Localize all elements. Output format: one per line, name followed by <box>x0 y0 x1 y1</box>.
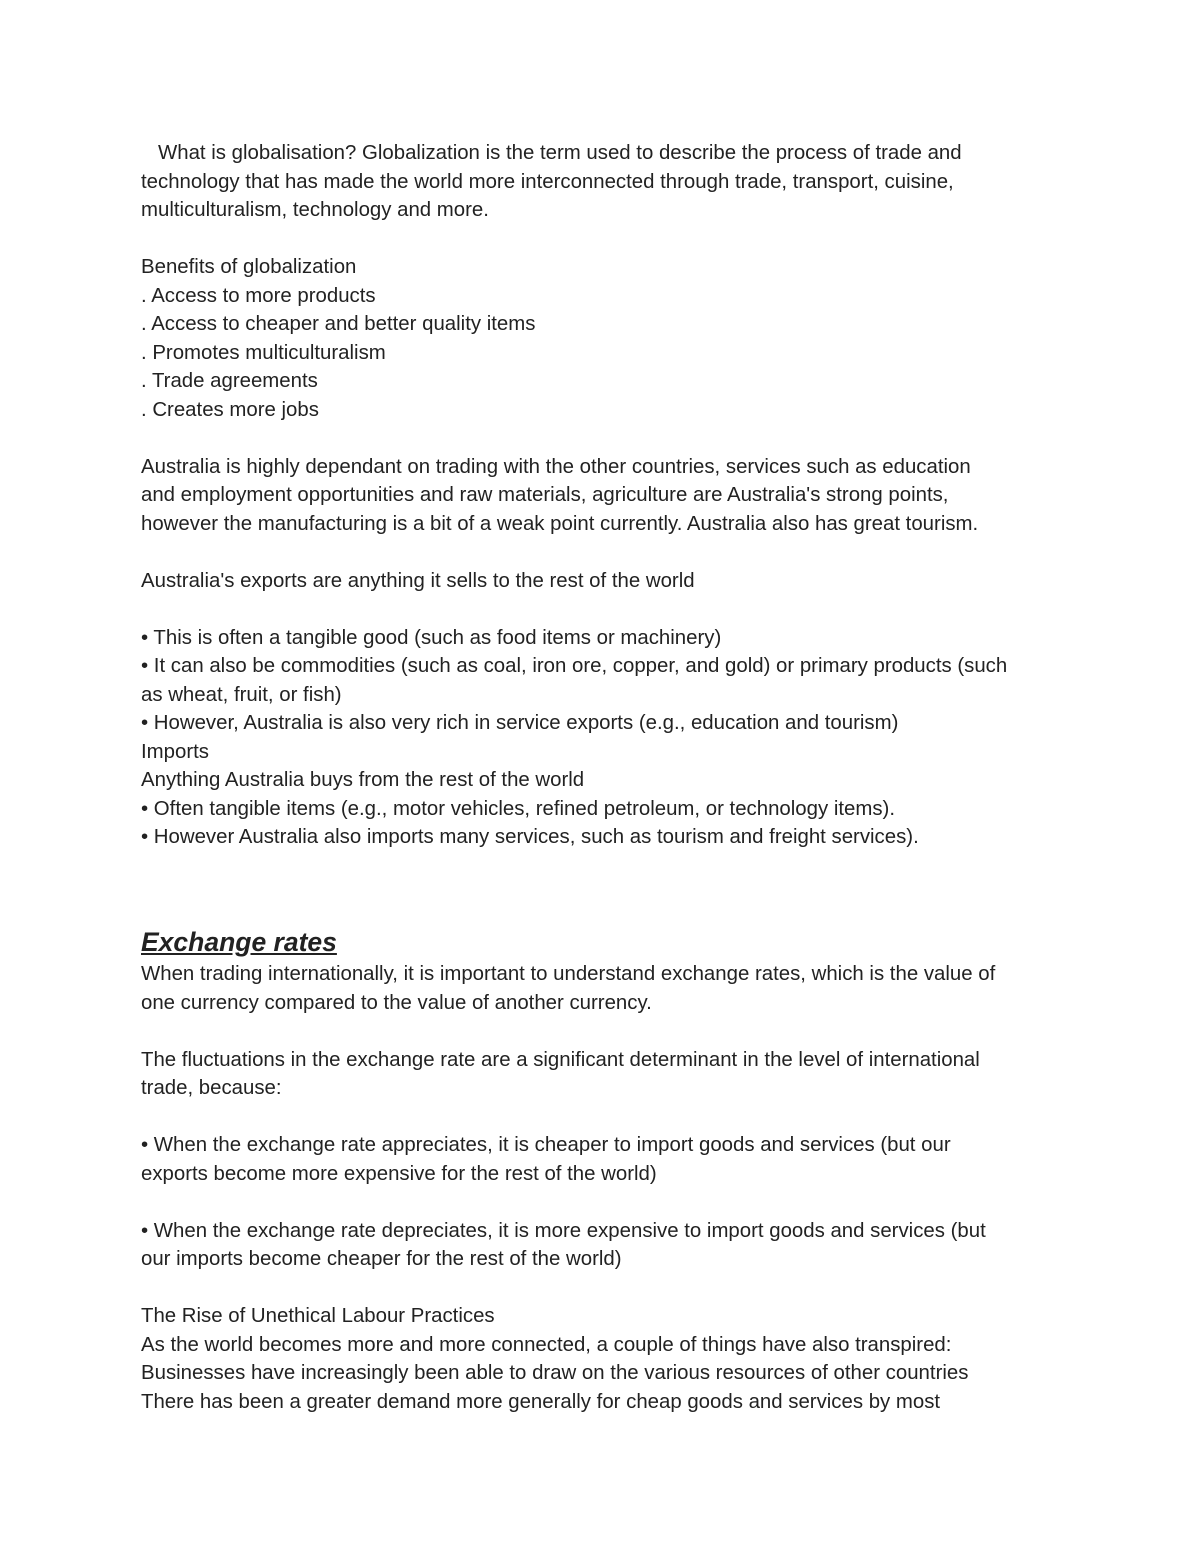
benefit-item: . Trade agreements <box>141 370 318 392</box>
spacer <box>141 424 1071 453</box>
exchange-para-2-line-1: The fluctuations in the exchange rate are a significant determinant in the level of international <box>141 1048 980 1071</box>
exchange-bullet-1-line-1: • When the exchange rate appreciates, it is cheaper to import goods and services (but our <box>141 1134 951 1156</box>
australia-para-line-3: however the manufacturing is a bit of a weak point currently. Australia also has great tourism. <box>141 512 979 535</box>
intro-line-2: technology that has made the world more interconnected through trade, transport, cuisine, <box>141 170 954 193</box>
labour-title: The Rise of Unethical Labour Practices <box>141 1305 495 1327</box>
benefit-item: . Creates more jobs <box>141 398 319 421</box>
benefit-item: . Promotes multiculturalism <box>141 341 386 364</box>
imports-title: Imports <box>141 740 209 763</box>
exports-bullet-1: • This is often a tangible good (such as food items or machinery) <box>141 626 722 649</box>
exports-bullet-2-line-2: as wheat, fruit, or fish) <box>141 683 342 706</box>
imports-bullet-2: • However Australia also imports many services, such as tourism and freight services). <box>141 826 919 848</box>
benefits-title: Benefits of globalization <box>141 256 357 278</box>
australia-para-line-2: and employment opportunities and raw materials, agriculture are Australia's strong points, <box>141 484 949 506</box>
labour-line-3: There has been a greater demand more generally for cheap goods and services by most <box>141 1390 941 1413</box>
exchange-para-1-line-2: one currency compared to the value of another currency. <box>141 991 652 1014</box>
spacer <box>141 896 1071 925</box>
exchange-bullet-2-line-1: • When the exchange rate depreciates, it is more expensive to import goods and services (but <box>141 1219 986 1242</box>
spacer <box>141 1017 1071 1046</box>
benefit-item: . Access to cheaper and better quality items <box>141 313 536 335</box>
spacer <box>141 852 1071 896</box>
imports-bullet-1: • Often tangible items (e.g., motor vehicles, refined petroleum, or technology items). <box>141 797 896 820</box>
document-body <box>141 139 1071 1416</box>
spacer <box>141 538 1071 567</box>
spacer <box>141 1188 1071 1217</box>
exports-bullet-3: • However, Australia is also very rich in service exports (e.g., education and tourism) <box>141 712 899 734</box>
spacer <box>141 1274 1071 1303</box>
intro-line-1: What is globalisation? Globalization is the term used to describe the process of trade and <box>141 142 962 164</box>
spacer <box>141 1103 1071 1132</box>
imports-intro: Anything Australia buys from the rest of the world <box>141 769 585 791</box>
exports-bullet-2-line-1: • It can also be commodities (such as coal, iron ore, copper, and gold) or primary products (such <box>141 655 1008 677</box>
benefit-item: . Access to more products <box>141 284 376 307</box>
exchange-para-2-line-2: trade, because: <box>141 1077 282 1099</box>
intro-line-3: multiculturalism, technology and more. <box>141 199 489 221</box>
exchange-rates-heading: Exchange rates <box>141 927 337 957</box>
labour-line-1: As the world becomes more and more connected, a couple of things have also transpired: <box>141 1333 952 1356</box>
australia-para-line-1: Australia is highly dependant on trading with the other countries, services such as education <box>141 455 971 478</box>
exchange-para-1-line-1: When trading internationally, it is important to understand exchange rates, which is the value of <box>141 963 996 985</box>
exports-intro: Australia's exports are anything it sells to the rest of the world <box>141 569 695 592</box>
exchange-bullet-2-line-2: our imports become cheaper for the rest of the world) <box>141 1248 622 1270</box>
exchange-bullet-1-line-2: exports become more expensive for the rest of the world) <box>141 1162 657 1185</box>
spacer <box>141 225 1071 254</box>
spacer <box>141 595 1071 624</box>
labour-line-2: Businesses have increasingly been able to draw on the various resources of other countries <box>141 1362 969 1384</box>
